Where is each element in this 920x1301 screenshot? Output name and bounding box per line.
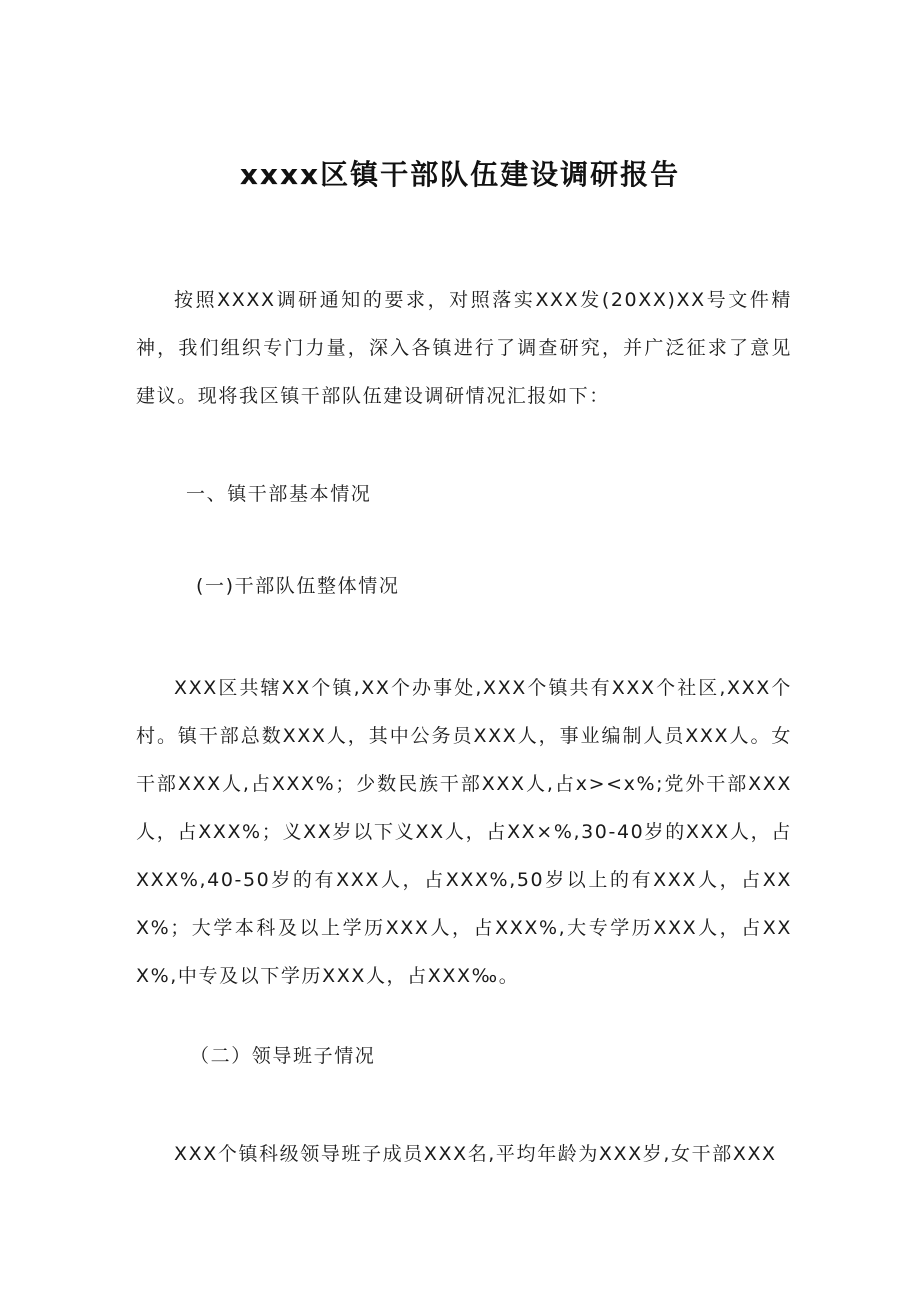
overall-situation-paragraph: XXX区共辖XX个镇,XX个办事处,XXX个镇共有XXX个社区,XXX个村。镇干部总数XXX人，其中公务员XXX人，事业编制人员XXX人。女干部XXX人,占XXX%；少数民族干部XXX人,占x><x%;党外干部XXX人，占XXX%；义XX岁以下义XX人，占XX×%,30-40岁的XXX人，占XXX%,40-50岁的有XXX人，占XXX%,50岁以上的有XXX人，占XXX%；大学本科及以上学历XXX人，占XXX%,大专学历XXX人，占XXX%,中专及以下学历XXX人，占XXX‰。 xyxy=(136,677,792,987)
section-heading-basic-situation: 一、镇干部基本情况 xyxy=(186,483,372,505)
subsection-heading-overall: (一)干部队伍整体情况 xyxy=(196,575,400,597)
document-title: xxxx区镇干部队伍建设调研报告 xyxy=(239,158,681,191)
subsection-heading-leadership: （二）领导班子情况 xyxy=(190,1045,376,1067)
intro-paragraph: 按照XXXX调研通知的要求，对照落实XXX发(20XX)XX号文件精神，我们组织专门力量，深入各镇进行了调查研究，并广泛征求了意见建议。现将我区镇干部队伍建设调研情况汇报如下： xyxy=(136,289,792,407)
leadership-paragraph: XXX个镇科级领导班子成员XXX名,平均年龄为XXX岁,女干部XXX xyxy=(174,1143,777,1165)
